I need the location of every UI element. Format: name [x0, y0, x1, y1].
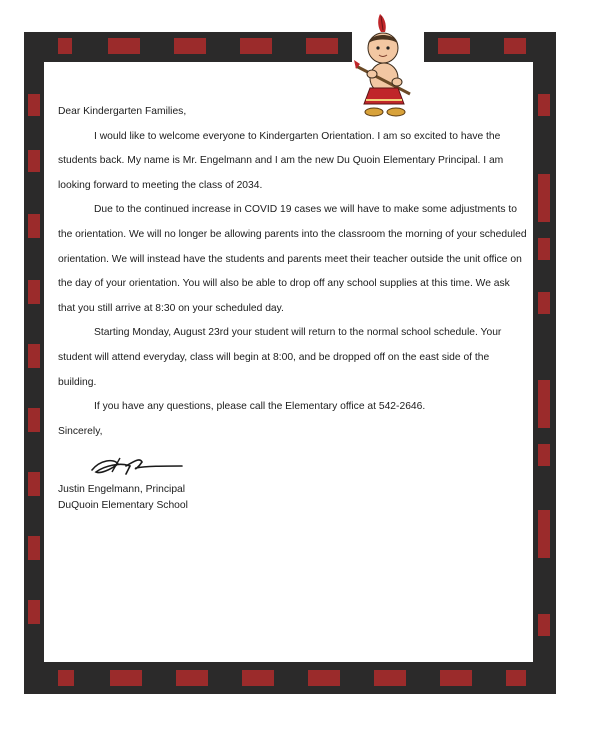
border-square [174, 38, 206, 54]
letter-paragraph: Starting Monday, August 23rd your student will return to the normal school schedule. Your student will attend everyday, class will begin at 8:00, and be dropped off on the east side of the building. [58, 327, 502, 388]
border-square [28, 472, 40, 496]
signer-organization: DuQuoin Elementary School [58, 500, 188, 511]
border-square [28, 408, 40, 432]
border-square [440, 670, 472, 686]
border-square [28, 214, 40, 238]
letter-paragraph: Due to the continued increase in COVID 19 cases we will have to make some adjustments to the orientation. We will no longer be allowing parents into the classroom the morning of your scheduled orientation. We will instead have the students and parents meet their teacher outside the unit office on the day of your orientation. You will also be able to drop off any school supplies at this time. We ask that you still arrive at 8:30 on your scheduled day. [58, 204, 527, 314]
border-square [438, 38, 470, 54]
handwritten-signature [90, 452, 186, 478]
border-square [538, 174, 550, 222]
border-square [28, 600, 40, 624]
border-square [28, 150, 40, 172]
border-square [58, 670, 74, 686]
letter-greeting: Dear Kindergarten Families, [58, 106, 187, 117]
border-square [308, 670, 340, 686]
border-square [538, 380, 550, 428]
border-square [538, 444, 550, 466]
border-square [504, 38, 526, 54]
border-square [538, 614, 550, 636]
border-square [108, 38, 140, 54]
signer-name: Justin Engelmann, Principal [58, 484, 186, 495]
border-square [28, 94, 40, 116]
border-square [28, 280, 40, 304]
letter-body [58, 100, 528, 444]
border-square [242, 670, 274, 686]
border-square [374, 670, 406, 686]
border-square [28, 536, 40, 560]
letter-closing: Sincerely, [58, 425, 103, 437]
border-square [538, 94, 550, 116]
border-square [538, 292, 550, 314]
border-square [306, 38, 338, 54]
border-square [28, 344, 40, 368]
letter-paragraph: If you have any questions, please call the Elementary office at 542-2646. [94, 401, 426, 413]
border-square [538, 510, 550, 558]
letter-paragraph: I would like to welcome everyone to Kindergarten Orientation. I am so excited to have the students back. My name is Mr. Engelmann and I am the new Du Quoin Elementary Principal. I am looking forward to meeting the class of 2034. [58, 130, 504, 191]
signature-block [58, 482, 188, 514]
border-square [58, 38, 72, 54]
border-square [240, 38, 272, 54]
border-square [538, 238, 550, 260]
border-square [176, 670, 208, 686]
border-square [506, 670, 526, 686]
border-square [110, 670, 142, 686]
